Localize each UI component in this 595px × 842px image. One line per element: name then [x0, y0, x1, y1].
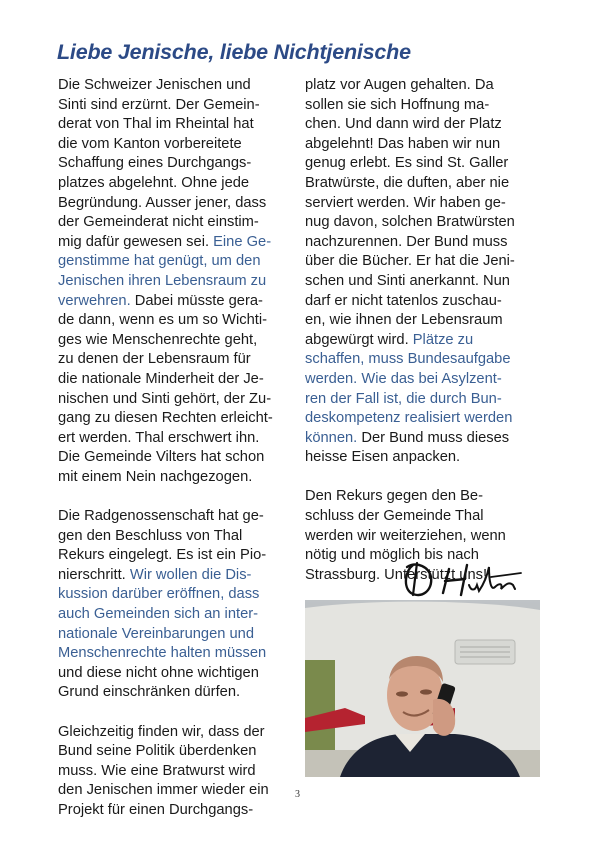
text-line: [58, 272, 298, 292]
paragraph-gap: [305, 468, 545, 488]
body-text: muss. Wie eine Bratwurst wird: [58, 762, 256, 779]
body-text: nierschritt.: [58, 566, 130, 583]
body-text: sollen sie sich Hoffnung ma-: [305, 96, 490, 113]
highlighted-text: nationale Vereinbarungen und: [58, 625, 254, 642]
text-line: [305, 76, 545, 96]
body-text: derat von Thal im Rheintal hat: [58, 116, 254, 133]
body-text: serviert werden. Wir haben ge-: [305, 194, 506, 211]
text-line: [58, 76, 298, 96]
body-text: ges wie Menschenrechte geht,: [58, 331, 258, 348]
text-line: [58, 683, 298, 703]
text-line: [305, 213, 545, 233]
left-text-column: [58, 76, 298, 821]
right-text-column: [305, 76, 545, 585]
body-text: schluss der Gemeinde Thal: [305, 508, 484, 525]
text-line: [58, 801, 298, 821]
text-line: [58, 507, 298, 527]
text-line: [305, 448, 545, 468]
text-line: [305, 135, 545, 155]
highlighted-text: Plätze zu: [412, 331, 474, 348]
body-text: zu denen der Lebensraum für: [58, 351, 251, 368]
text-line: [58, 96, 298, 116]
body-text: Der Bund muss dieses: [357, 429, 510, 446]
body-text: darf er nicht tatenlos zuschau-: [305, 292, 502, 309]
text-line: [58, 468, 298, 488]
text-line: [305, 252, 545, 272]
text-line: [58, 194, 298, 214]
text-line: [305, 174, 545, 194]
body-text: Dabei müsste gera-: [130, 292, 263, 309]
body-text: Gleichzeitig finden wir, dass der: [58, 723, 265, 740]
text-line: [58, 644, 298, 664]
paragraph-gap: [58, 703, 298, 723]
body-text: Die Schweizer Jenischen und: [58, 77, 251, 93]
body-text: abgewürgt wird.: [305, 331, 413, 348]
body-text: schen und Sinti anerkannt. Nun: [305, 272, 510, 289]
highlighted-text: Menschenrechte halten müssen: [58, 645, 267, 662]
text-line: [305, 507, 545, 527]
text-line: [58, 174, 298, 194]
body-text: Schaffung eines Durchgangs-: [58, 155, 252, 172]
text-line: [58, 409, 298, 429]
body-text: nötig und möglich bis nach: [305, 547, 479, 564]
text-line: [305, 350, 545, 370]
body-text: mit einem Nein nachgezogen.: [58, 468, 253, 485]
body-text: der Gemeinderat nicht einstim-: [58, 214, 259, 231]
text-line: [305, 390, 545, 410]
text-line: [58, 448, 298, 468]
text-line: [305, 370, 545, 390]
text-line: [58, 429, 298, 449]
text-line: [305, 272, 545, 292]
body-text: de dann, wenn es um so Wichti-: [58, 312, 267, 329]
text-line: [58, 664, 298, 684]
text-line: [58, 135, 298, 155]
body-text: nug davon, solchen Bratwürsten: [305, 214, 515, 231]
body-text: Bund seine Politik überdenken: [58, 743, 257, 760]
text-line: [58, 390, 298, 410]
text-line: [305, 115, 545, 135]
text-line: [58, 605, 298, 625]
body-text: ert werden. Thal erschwert ihn.: [58, 429, 260, 446]
body-text: über die Bücher. Er hat die Jeni-: [305, 253, 515, 270]
highlighted-text: genstimme hat genügt, um den: [58, 253, 261, 270]
highlighted-text: schaffen, muss Bundesaufgabe: [305, 351, 511, 368]
body-text: Strassburg. Unterstützt uns!: [305, 566, 488, 583]
text-line: [58, 370, 298, 390]
body-text: Die Radgenossenschaft hat ge-: [58, 508, 264, 525]
body-text: Projekt für einen Durchgangs-: [58, 801, 254, 818]
body-text: die nationale Minderheit der Je-: [58, 370, 264, 387]
body-text: Grund einschränken dürfen.: [58, 684, 241, 701]
text-line: [305, 429, 545, 449]
body-text: nischen und Sinti gehört, der Zu-: [58, 390, 272, 407]
text-line: [58, 566, 298, 586]
body-text: heisse Eisen anpacken.: [305, 449, 461, 466]
text-line: [305, 292, 545, 312]
text-line: [58, 311, 298, 331]
body-text: platzes abgelehnt. Ohne jede: [58, 174, 250, 191]
text-line: [58, 585, 298, 605]
body-text: Den Rekurs gegen den Be-: [305, 488, 483, 505]
text-line: [58, 527, 298, 547]
text-line: [58, 546, 298, 566]
text-line: [305, 194, 545, 214]
text-line: [58, 350, 298, 370]
text-line: [305, 233, 545, 253]
text-line: [58, 233, 298, 253]
text-line: [305, 311, 545, 331]
text-line: [58, 154, 298, 174]
highlighted-text: Wir wollen die Dis-: [129, 566, 252, 583]
body-text: nachzurennen. Der Bund muss: [305, 233, 508, 250]
text-line: [305, 527, 545, 547]
handwritten-signature: [395, 555, 530, 605]
highlighted-text: ren der Fall ist, die durch Bun-: [305, 390, 502, 407]
text-line: [58, 331, 298, 351]
text-line: [58, 723, 298, 743]
page-title: Liebe Jenische, liebe Nichtjenische: [57, 40, 411, 64]
text-line: [305, 154, 545, 174]
body-text: Bratwürste, die duften, aber nie: [305, 174, 510, 191]
highlighted-text: werden. Wie das bei Asylzent-: [305, 370, 502, 387]
highlighted-text: deskompetenz realisiert werden: [305, 410, 513, 427]
highlighted-text: auch Gemeinden sich an inter-: [58, 606, 259, 623]
body-text: Rekurs eingelegt. Es ist ein Pio-: [58, 547, 267, 564]
body-text: die vom Kanton vorbereitete: [58, 135, 242, 152]
text-line: [305, 331, 545, 351]
body-text: en, wie ihnen der Lebensraum: [305, 312, 503, 329]
body-text: Die Gemeinde Vilters hat schon: [58, 449, 265, 466]
body-text: gang zu diesen Rechten erleicht-: [58, 410, 273, 427]
body-text: und diese nicht ohne wichtigen: [58, 664, 259, 681]
highlighted-text: Jenischen ihren Lebensraum zu: [58, 272, 267, 289]
text-line: [58, 762, 298, 782]
body-text: den Jenischen immer wieder ein: [58, 782, 269, 799]
body-text: platz vor Augen gehalten. Da: [305, 77, 494, 93]
highlighted-text: können.: [305, 429, 358, 446]
body-text: Sinti sind erzürnt. Der Gemein-: [58, 96, 260, 113]
body-text: werden wir weiterziehen, wenn: [305, 527, 506, 544]
text-line: [58, 292, 298, 312]
body-text: chen. Und dann wird der Platz: [305, 116, 502, 133]
text-line: [58, 115, 298, 135]
author-photo: [305, 600, 540, 777]
text-line: [58, 742, 298, 762]
highlighted-text: kussion darüber eröffnen, dass: [58, 586, 260, 603]
body-text: abgelehnt! Das haben wir nun: [305, 135, 501, 152]
body-text: genug erlebt. Es sind St. Galler: [305, 155, 509, 172]
text-line: [58, 252, 298, 272]
body-text: Begründung. Ausser jener, dass: [58, 194, 267, 211]
text-line: [305, 487, 545, 507]
text-line: [305, 96, 545, 116]
text-line: [58, 625, 298, 645]
text-line: [305, 409, 545, 429]
paragraph-gap: [58, 487, 298, 507]
body-text: mig dafür gewesen sei.: [58, 233, 214, 250]
page-number: 3: [295, 789, 300, 800]
highlighted-text: verwehren.: [58, 292, 131, 309]
text-line: [58, 213, 298, 233]
highlighted-text: Eine Ge-: [213, 233, 272, 250]
body-text: gen den Beschluss von Thal: [58, 527, 243, 544]
